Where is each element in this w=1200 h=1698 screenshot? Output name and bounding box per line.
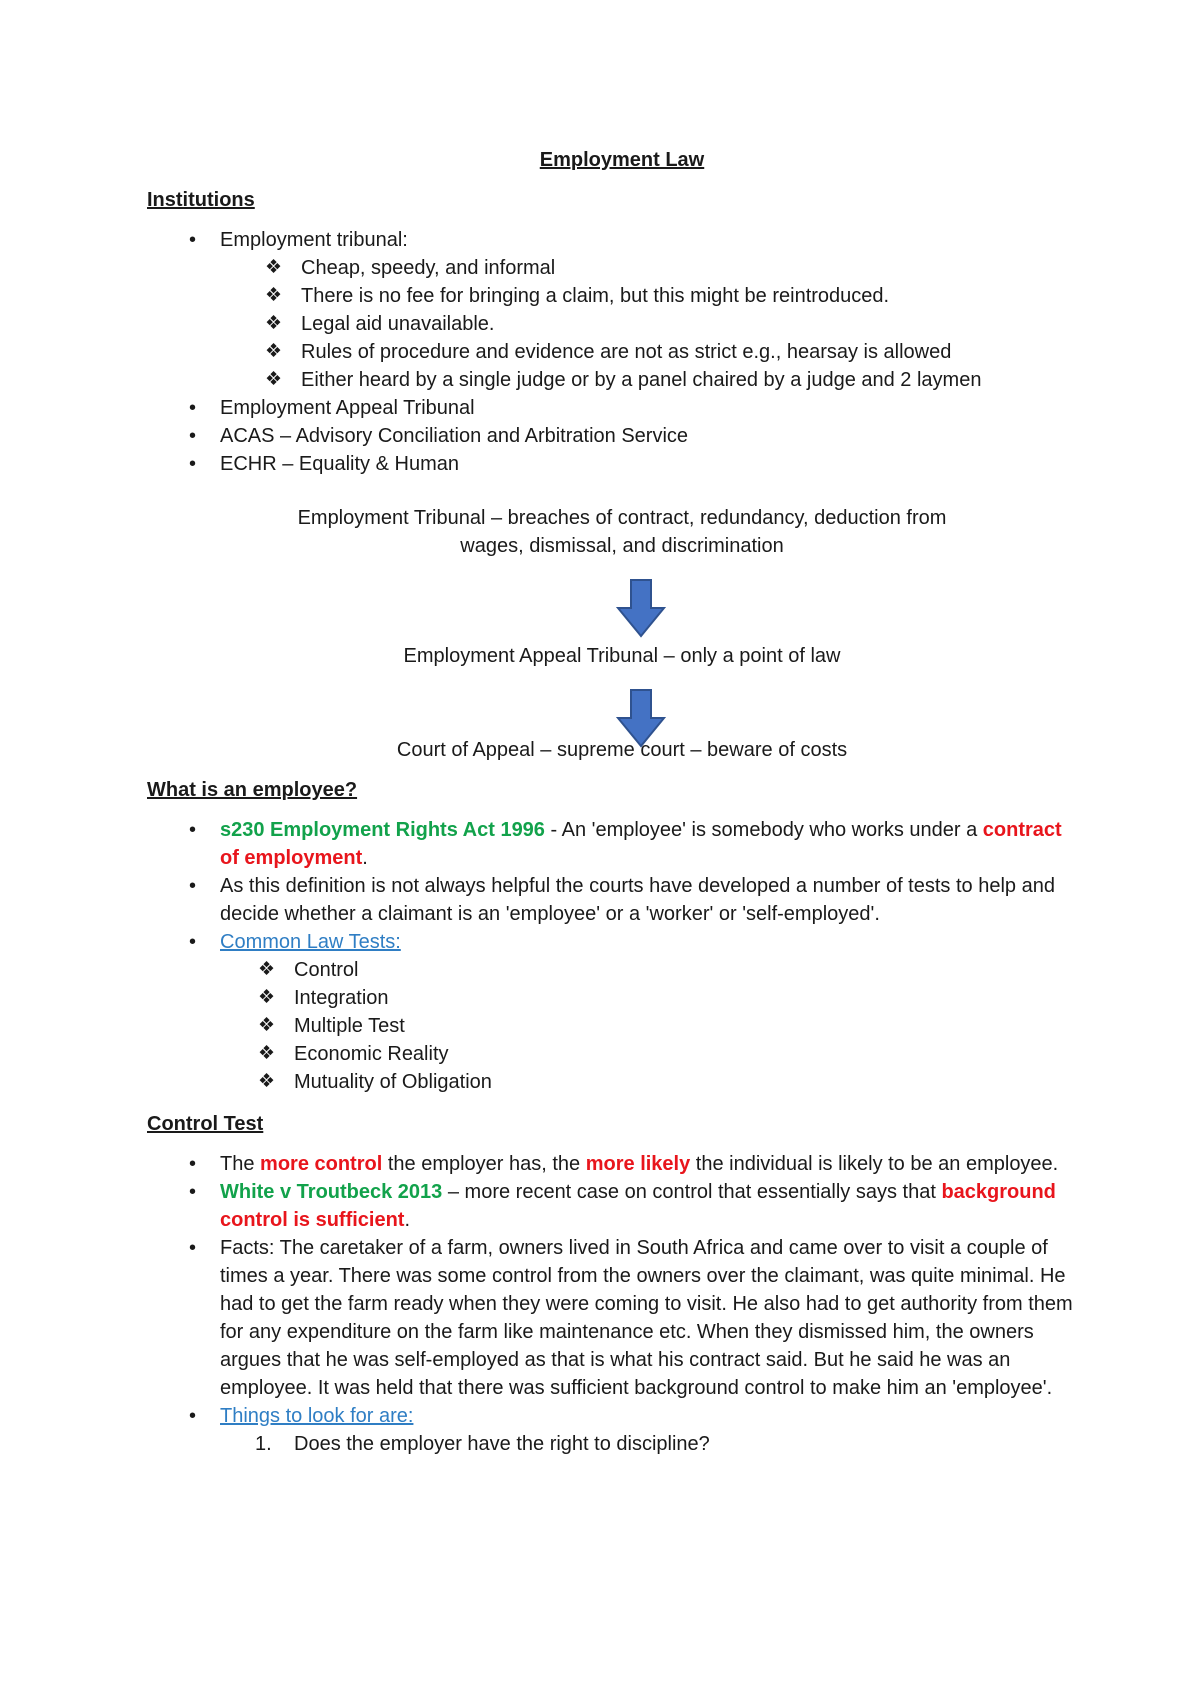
list-item-text: Employment tribunal: bbox=[220, 229, 408, 251]
list-item bbox=[147, 1068, 1077, 1096]
bullet-icon: • bbox=[189, 819, 197, 841]
list-item bbox=[147, 338, 1077, 366]
document-body bbox=[147, 146, 1077, 1458]
list-item-text: Either heard by a single judge or by a panel chaired by a judge and 2 laymen bbox=[301, 369, 982, 391]
key-term: more control bbox=[260, 1153, 383, 1175]
list-item bbox=[147, 1402, 1077, 1458]
diamond-bullet-icon: ❖ bbox=[265, 285, 283, 306]
list-item-text: Rules of procedure and evidence are not as strict e.g., hearsay is allowed bbox=[301, 341, 952, 363]
bullet-icon: • bbox=[189, 397, 197, 419]
list-item bbox=[147, 928, 1077, 1096]
list-item bbox=[147, 1234, 1077, 1402]
list-item-text: Cheap, speedy, and informal bbox=[301, 257, 556, 279]
section-heading-employee: What is an employee? bbox=[147, 779, 358, 801]
list-item bbox=[147, 450, 1077, 478]
list-item-text: As this definition is not always helpful the courts have developed a number of tests to help and decide whether a claimant is an 'employee' or a 'worker' or 'self-employed'. bbox=[220, 875, 1055, 925]
flow-step-appeal-tribunal: Employment Appeal Tribunal – only a point of law bbox=[403, 645, 841, 667]
list-item-text: . bbox=[362, 847, 368, 869]
diamond-bullet-icon: ❖ bbox=[258, 987, 276, 1008]
list-item bbox=[147, 366, 1077, 394]
list-item bbox=[147, 1012, 1077, 1040]
bullet-icon: • bbox=[189, 229, 197, 251]
list-item-text: Facts: The caretaker of a farm, owners lived in South Africa and came over to visit a couple of times a year. There was some control from the owners over the claimant, was quite minimal. He had to get the farm ready when they were coming to visit. He also had to get authority from them for any expenditure on the farm like maintenance etc. When they dismissed him, the owners argues that he was self-employed as that is what his contract said. But he said he was an employee. It was held that there was sufficient background control to make him an 'employee'. bbox=[220, 1237, 1073, 1399]
flow-step-court-of-appeal: Court of Appeal – supreme court – beware of costs bbox=[396, 739, 848, 761]
diamond-bullet-icon: ❖ bbox=[258, 1015, 276, 1036]
diamond-bullet-icon: ❖ bbox=[265, 369, 283, 390]
list-item-text: Mutuality of Obligation bbox=[294, 1071, 492, 1093]
list-item bbox=[147, 422, 1077, 450]
list-item bbox=[147, 394, 1077, 422]
bullet-icon: • bbox=[189, 931, 197, 953]
list-item-text: Economic Reality bbox=[294, 1043, 449, 1065]
list-item-text: the employer has, the bbox=[382, 1153, 586, 1175]
page-title: Employment Law bbox=[539, 149, 705, 171]
list-item bbox=[147, 282, 1077, 310]
list-item-text: Integration bbox=[294, 987, 389, 1009]
list-item-text: ECHR – Equality & Human bbox=[220, 453, 459, 475]
common-law-tests-link[interactable]: Common Law Tests: bbox=[220, 931, 401, 953]
list-item bbox=[147, 1430, 1077, 1458]
case-reference: White v Troutbeck 2013 bbox=[220, 1181, 443, 1203]
bullet-icon: • bbox=[189, 1153, 197, 1175]
down-arrow-icon bbox=[616, 578, 666, 638]
bullet-icon: • bbox=[189, 1405, 197, 1427]
key-term: background control is sufficient bbox=[220, 1181, 1056, 1231]
list-item bbox=[147, 816, 1077, 872]
tests-list bbox=[147, 956, 1077, 1096]
list-item-text: Multiple Test bbox=[294, 1015, 405, 1037]
flow-step-tribunal: Employment Tribunal – breaches of contract, redundancy, deduction from wages, dismissal, and discrimination bbox=[297, 507, 947, 557]
key-term: more likely bbox=[585, 1153, 691, 1175]
diamond-bullet-icon: ❖ bbox=[265, 257, 283, 278]
diamond-bullet-icon: ❖ bbox=[258, 1071, 276, 1092]
employee-list bbox=[147, 816, 1077, 1096]
list-item-text: Legal aid unavailable. bbox=[301, 313, 495, 335]
bullet-icon: • bbox=[189, 425, 197, 447]
list-item bbox=[147, 1150, 1077, 1178]
key-term: contract of employment bbox=[220, 819, 1062, 869]
institutions-list bbox=[147, 226, 1077, 478]
things-to-look-for-list bbox=[147, 1430, 1077, 1458]
list-item bbox=[147, 310, 1077, 338]
control-test-list bbox=[147, 1150, 1077, 1458]
list-item bbox=[147, 872, 1077, 928]
list-item-text: . bbox=[404, 1209, 411, 1231]
bullet-icon: • bbox=[189, 453, 197, 475]
list-item-text: – more recent case on control that essentially says that bbox=[442, 1181, 942, 1203]
section-heading-control-test: Control Test bbox=[147, 1113, 264, 1135]
things-to-look-for-link[interactable]: Things to look for are: bbox=[220, 1405, 414, 1427]
list-item-text: There is no fee for bringing a claim, but this might be reintroduced. bbox=[301, 285, 890, 307]
list-item-text: the individual is likely to be an employee. bbox=[690, 1153, 1059, 1175]
list-item bbox=[147, 956, 1077, 984]
list-item bbox=[147, 254, 1077, 282]
list-item bbox=[147, 1178, 1077, 1234]
diamond-bullet-icon: ❖ bbox=[258, 1043, 276, 1064]
diamond-bullet-icon: ❖ bbox=[265, 341, 283, 362]
bullet-icon: • bbox=[189, 875, 197, 897]
diamond-bullet-icon: ❖ bbox=[258, 959, 276, 980]
list-item-text: Control bbox=[294, 959, 359, 981]
list-item-text: - An 'employee' is somebody who works under a bbox=[544, 819, 983, 841]
list-item bbox=[147, 984, 1077, 1012]
statute-reference: s230 Employment Rights Act 1996 bbox=[220, 819, 545, 841]
list-item bbox=[147, 226, 1077, 394]
list-item-number: 1. bbox=[255, 1433, 272, 1455]
list-item-text: Employment Appeal Tribunal bbox=[220, 397, 475, 419]
list-item-text: ACAS – Advisory Conciliation and Arbitration Service bbox=[220, 425, 689, 447]
list-item-text: Does the employer have the right to discipline? bbox=[294, 1433, 710, 1455]
list-item bbox=[147, 1040, 1077, 1068]
tribunal-features-list bbox=[147, 254, 1077, 394]
diamond-bullet-icon: ❖ bbox=[265, 313, 283, 334]
bullet-icon: • bbox=[189, 1237, 197, 1259]
section-heading-institutions: Institutions bbox=[147, 189, 255, 211]
bullet-icon: • bbox=[189, 1181, 197, 1203]
list-item-text: The bbox=[220, 1153, 261, 1175]
